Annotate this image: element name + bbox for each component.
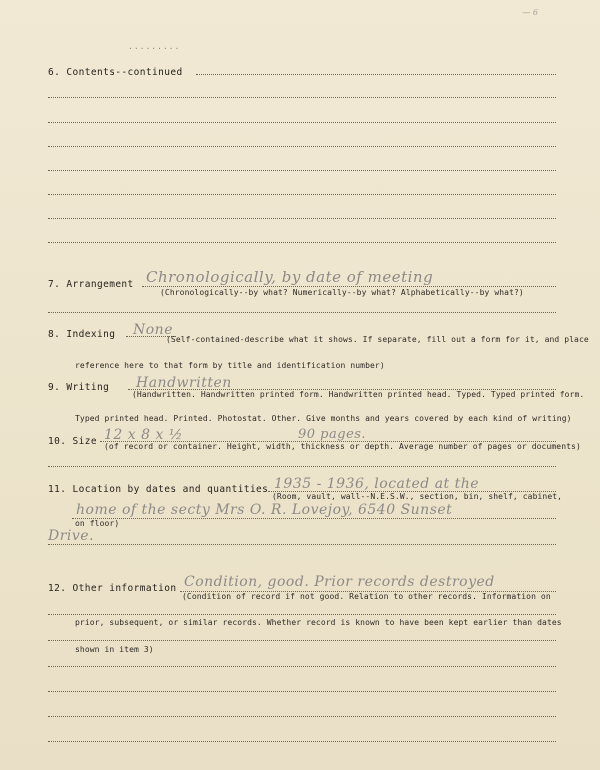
indexing-label: 8. Indexing (48, 329, 116, 340)
contents-line-5 (48, 170, 556, 171)
corner-pencil-mark: — 6 (522, 8, 538, 17)
contents-line-1 (196, 74, 556, 75)
contents-line-6 (48, 194, 556, 195)
top-dotted-mark: ......... (128, 42, 181, 51)
other-info-handwritten: Condition, good. Prior records destroyed (184, 574, 495, 590)
other-info-hint-1: (Condition of record if not good. Relation to other records. Information on (182, 592, 551, 601)
other-info-line-3 (48, 640, 556, 641)
other-info-hint-3: shown in item 3) (75, 645, 154, 654)
other-info-line-6 (48, 716, 556, 717)
contents-line-8 (48, 242, 556, 243)
size-line-2 (48, 466, 556, 467)
location-hint-2: on floor) (75, 519, 120, 528)
location-handwritten-3: Drive. (48, 528, 95, 544)
contents-line-7 (48, 218, 556, 219)
arrangement-line-2 (48, 312, 556, 313)
size-label: 10. Size (48, 436, 97, 447)
location-label: 11. Location by dates and quantities (48, 484, 269, 495)
size-handwritten-pages: 90 pages. (298, 427, 367, 442)
writing-handwritten: Handwritten (136, 375, 232, 391)
contents-line-3 (48, 122, 556, 123)
location-hint-1: (Room, vault, wall--N.E.S.W., section, bin, shelf, cabinet, (272, 492, 563, 501)
arrangement-handwritten: Chronologically, by date of meeting (146, 268, 434, 286)
contents-label: 6. Contents--continued (48, 67, 183, 78)
writing-label: 9. Writing (48, 382, 110, 393)
other-info-hint-2: prior, subsequent, or similar records. Whether record is known to have been kept earlier than dates (75, 618, 562, 627)
location-line-3 (48, 544, 556, 545)
other-info-line-5 (48, 691, 556, 692)
other-info-line-2 (48, 614, 556, 615)
location-line-2 (72, 518, 556, 519)
size-handwritten-dims: 12 x 8 x ½ (104, 427, 183, 443)
writing-hint-1: (Handwritten. Handwritten printed form. Handwritten printed head. Typed. Typed printed form. (132, 390, 585, 399)
location-handwritten-1: 1935 - 1936, located at the (274, 476, 480, 492)
writing-hint-2: Typed printed head. Printed. Photostat. Other. Give months and years covered by each kind of writing) (75, 414, 572, 423)
indexing-handwritten: None (133, 322, 173, 338)
size-hint: (of record or container. Height, width, thickness or depth. Average number of pages or documents) (104, 442, 581, 451)
other-info-label: 12. Other information (48, 583, 177, 594)
arrangement-label: 7. Arrangement (48, 279, 134, 290)
indexing-hint-1: (Self-contained-describe what it shows. If separate, fill out a form for it, and place (166, 335, 589, 344)
arrangement-line (142, 286, 556, 287)
other-info-line-4 (48, 666, 556, 667)
other-info-line-7 (48, 741, 556, 742)
contents-line-2 (48, 97, 556, 98)
location-handwritten-2: home of the secty Mrs O. R. Lovejoy, 6540 Sunset (76, 502, 453, 518)
arrangement-hint: (Chronologically--by what? Numerically--by what? Alphabetically--by what?) (160, 288, 524, 297)
indexing-hint-2: reference here to that form by title and identification number) (75, 361, 385, 370)
contents-line-4 (48, 146, 556, 147)
